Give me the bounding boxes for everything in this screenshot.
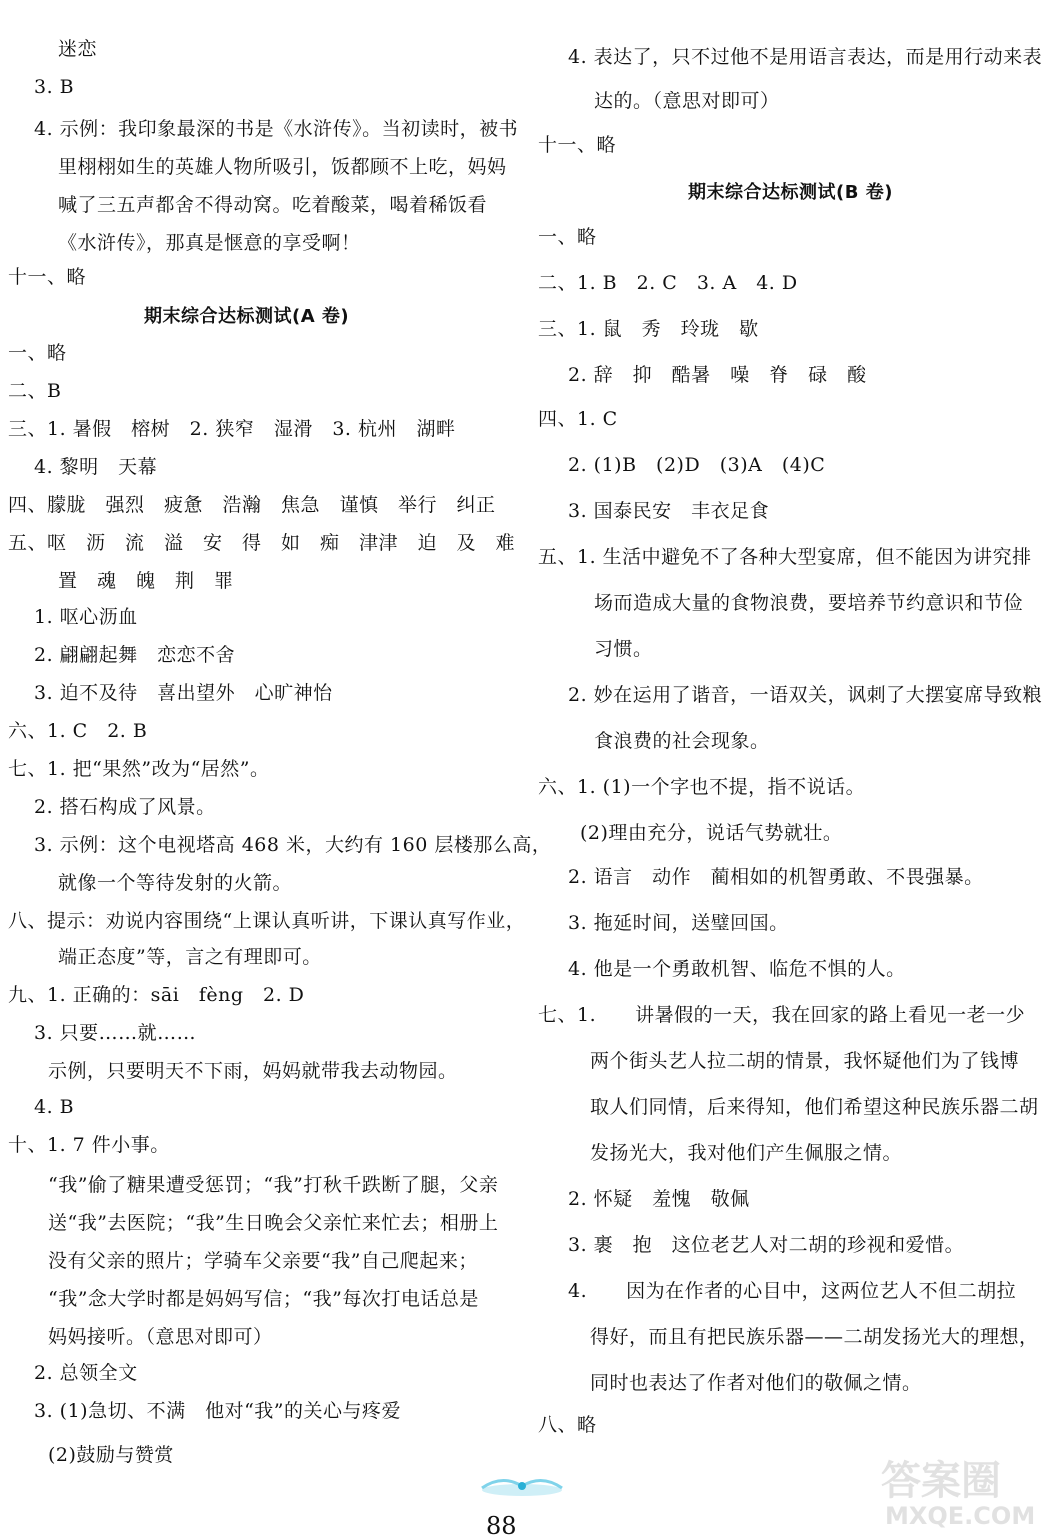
answer-line: 八、略 (538, 1414, 597, 1436)
answer-line: 七、1. 把“果然”改为“居然”。 (8, 758, 270, 780)
answer-line: 发扬光大，我对他们产生佩服之情。 (590, 1142, 903, 1164)
answer-line: 《水浒传》，那真是惬意的享受啊！ (58, 232, 361, 254)
answer-line: 送“我”去医院；“我”生日晚会父亲忙来忙去；相册上 (48, 1212, 499, 1234)
answer-line: 2. 怀疑 羞愧 敬佩 (568, 1188, 750, 1210)
answer-line: 六、1. C 2. B (8, 720, 148, 742)
answer-line: 2. 语言 动作 蔺相如的机智勇敢、不畏强暴。 (568, 866, 984, 888)
answer-line: 4. B (34, 1096, 75, 1118)
page-ornament (474, 1470, 570, 1500)
answer-line: 2. (1)B (2)D (3)A (4)C (568, 454, 826, 476)
answer-line: 示例，只要明天不下雨，妈妈就带我去动物园。 (48, 1060, 458, 1082)
answer-line: 3. 拖延时间，送璧回国。 (568, 912, 789, 934)
answer-line: 3. B (34, 76, 75, 98)
answer-line: (2)理由充分，说话气势就壮。 (580, 822, 843, 844)
answer-line: 1. 呕心沥血 (34, 606, 138, 628)
answer-line: 没有父亲的照片；学骑车父亲要“我”自己爬起来； (48, 1250, 478, 1272)
answer-line: 2. 辞 抑 酷暑 噪 脊 碌 酸 (568, 364, 867, 386)
answer-line: 就像一个等待发射的火箭。 (58, 872, 293, 894)
answer-line: 得好，而且有把民族乐器——二胡发扬光大的理想， (590, 1326, 1039, 1348)
answer-line: 迷恋 (58, 38, 98, 60)
answer-line: 里栩栩如生的英雄人物所吸引，饭都顾不上吃，妈妈 (58, 156, 507, 178)
answer-line: 食浪费的社会现象。 (594, 730, 770, 752)
answer-line: 3. 国泰民安 丰衣足食 (568, 500, 770, 522)
answer-line: 取人们同情，后来得知，他们希望这种民族乐器二胡 (590, 1096, 1039, 1118)
answer-line: 3. 示例：这个电视塔高 468 米，大约有 160 层楼那么高， (34, 834, 552, 856)
answer-line: 端正态度”等，言之有理即可。 (58, 946, 322, 968)
section-title: 期末综合达标测试(B 卷) (688, 182, 893, 203)
svg-text:答案圈: 答案圈 (881, 1458, 1001, 1504)
answer-line: 三、1. 暑假 榕树 2. 狭窄 湿滑 3. 杭州 湖畔 (8, 418, 456, 440)
answer-line: 习惯。 (594, 638, 653, 660)
answer-line: 二、B (8, 380, 62, 402)
answer-line: 4. 示例：我印象最深的书是《水浒传》。当初读时，被书 (34, 118, 519, 140)
answer-line: 4. 因为在作者的心目中，这两位艺人不但二胡拉 (568, 1280, 1017, 1302)
answer-line: 九、1. 正确的：sāi fèng 2. D (8, 984, 305, 1006)
answer-line: 喊了三五声都舍不得动窝。吃着酸菜，喝着稀饭看 (58, 194, 488, 216)
answer-line: 4. 表达了，只不过他不是用语言表达，而是用行动来表 (568, 46, 1043, 68)
answer-line: (2)鼓励与赞赏 (48, 1444, 174, 1466)
answer-line: 七、1. 讲暑假的一天，我在回家的路上看见一老一少 (538, 1004, 1026, 1026)
section-title: 期末综合达标测试(A 卷) (144, 306, 350, 327)
answer-line: 2. 妙在运用了谐音，一语双关，讽刺了大摆宴席导致粮 (568, 684, 1043, 706)
answer-line: “我”念大学时都是妈妈写信；“我”每次打电话总是 (48, 1288, 479, 1310)
answer-line: 二、1. B 2. C 3. A 4. D (538, 272, 798, 294)
answer-line: 2. 总领全文 (34, 1362, 138, 1384)
answer-line: 3. 裹 抱 这位老艺人对二胡的珍视和爱惜。 (568, 1234, 965, 1256)
answer-line: 五、呕 沥 流 溢 安 得 如 痴 津津 迫 及 难 (8, 532, 516, 554)
page-number: 88 (486, 1512, 517, 1540)
answer-line: 3. 只要……就…… (34, 1022, 197, 1044)
watermark-logo (867, 1454, 1047, 1530)
answer-line: 八、提示：劝说内容围绕“上课认真听讲，下课认真写作业， (8, 910, 526, 932)
answer-line: 一、略 (8, 342, 67, 364)
answer-line: 置 魂 魄 荆 罪 (58, 570, 234, 592)
answer-line: 两个街头艺人拉二胡的情景，我怀疑他们为了钱博 (590, 1050, 1020, 1072)
answer-line: 3. (1)急切、不满 他对“我”的关心与疼爱 (34, 1400, 402, 1422)
answer-line: 4. 他是一个勇敢机智、临危不惧的人。 (568, 958, 906, 980)
answer-line: 三、1. 鼠 秀 玲珑 歇 (538, 318, 759, 340)
answer-line: 四、朦胧 强烈 疲惫 浩瀚 焦急 谨慎 举行 纠正 (8, 494, 496, 516)
answer-line: 一、略 (538, 226, 597, 248)
answer-line: 十一、略 (8, 266, 87, 288)
answer-line: 同时也表达了作者对他们的敬佩之情。 (590, 1372, 922, 1394)
answer-line: 3. 迫不及待 喜出望外 心旷神怡 (34, 682, 333, 704)
answer-line: 2. 翩翩起舞 恋恋不舍 (34, 644, 236, 666)
answer-line: 十、1. 7 件小事。 (8, 1134, 170, 1156)
answer-line: “我”偷了糖果遭受惩罚；“我”打秋千跌断了腿，父亲 (48, 1174, 499, 1196)
answer-line: 4. 黎明 天幕 (34, 456, 158, 478)
answer-line: 妈妈接听。（意思对即可） (48, 1326, 273, 1348)
answer-line: 2. 搭石构成了风景。 (34, 796, 216, 818)
answer-line: 六、1. (1)一个字也不提，指不说话。 (538, 776, 866, 798)
answer-line: 达的。（意思对即可） (594, 90, 780, 112)
answer-line: 十一、略 (538, 134, 617, 156)
answer-line: 四、1. C (538, 408, 618, 430)
svg-text:MXQE.COM: MXQE.COM (885, 1502, 1036, 1530)
answer-line: 五、1. 生活中避免不了各种大型宴席，但不能因为讲究排 (538, 546, 1032, 568)
answer-line: 场而造成大量的食物浪费，要培养节约意识和节俭 (594, 592, 1024, 614)
